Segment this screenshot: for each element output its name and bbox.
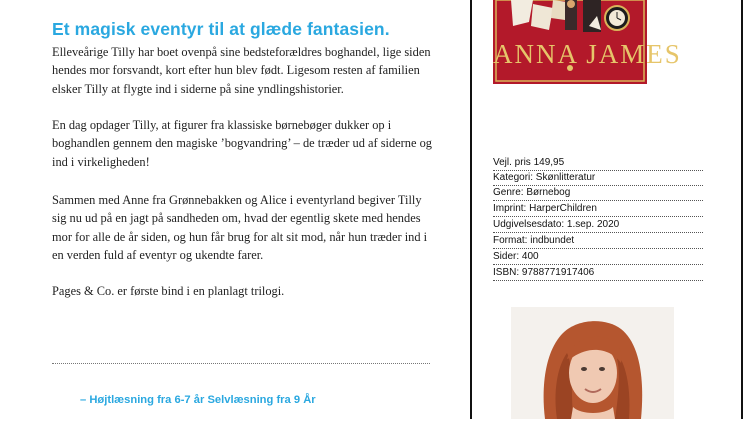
column-divider-left xyxy=(470,0,472,419)
meta-category: Kategori: Skønlitteratur xyxy=(493,170,703,186)
reading-level: – Højtlæsning fra 6-7 år Selvlæsning fra 9 År xyxy=(80,394,316,406)
cover-author-name: ANNA JAMES xyxy=(493,39,682,69)
description-paragraph-4: Pages & Co. er første bind i en planlagt trilogi. xyxy=(52,284,285,298)
dotted-divider xyxy=(52,363,430,364)
description-paragraph-1: Elleveårige Tilly har boet ovenpå sine bedsteforældres boghandel, lige siden hendes mor forsvandt, kort efter hun blev født. Ligesom resten af familien elsker Tilly at flygte ind i siderne på sine yndlingshistorier. xyxy=(52,45,431,96)
meta-release-date: Udgivelsesdato: 1.sep. 2020 xyxy=(493,217,703,233)
meta-genre: Genre: Børnebog xyxy=(493,185,703,201)
meta-pages: Sider: 400 xyxy=(493,249,703,265)
column-divider-right xyxy=(741,0,743,419)
author-photo xyxy=(511,307,674,419)
meta-imprint: Imprint: HarperChildren xyxy=(493,201,703,217)
description-paragraph-2: En dag opdager Tilly, at figurer fra klassiske børnebøger dukker op i boghandlen gennem den magiske ’bogvandring’ – de træder ud af siderne og ind i virkeligheden! xyxy=(52,118,432,169)
meta-isbn: ISBN: 9788771917406 xyxy=(493,265,703,281)
book-cover xyxy=(493,0,682,84)
meta-format: Format: indbundet xyxy=(493,233,703,249)
section-heading: Et magisk eventyr til at glæde fantasien. xyxy=(52,19,390,39)
meta-price: Vejl. pris 149,95 xyxy=(493,155,703,171)
description-paragraph-3: Sammen med Anne fra Grønnebakken og Alice i eventyrland begiver Tilly sig nu ud på en jagt på sandheden om, hvad der egentlig skete med hendes mor for alle de år siden, og hun får brug for alt sit mod, når hun træder ind i en verden fuld af eventyr og ukendte farer. xyxy=(52,193,428,263)
